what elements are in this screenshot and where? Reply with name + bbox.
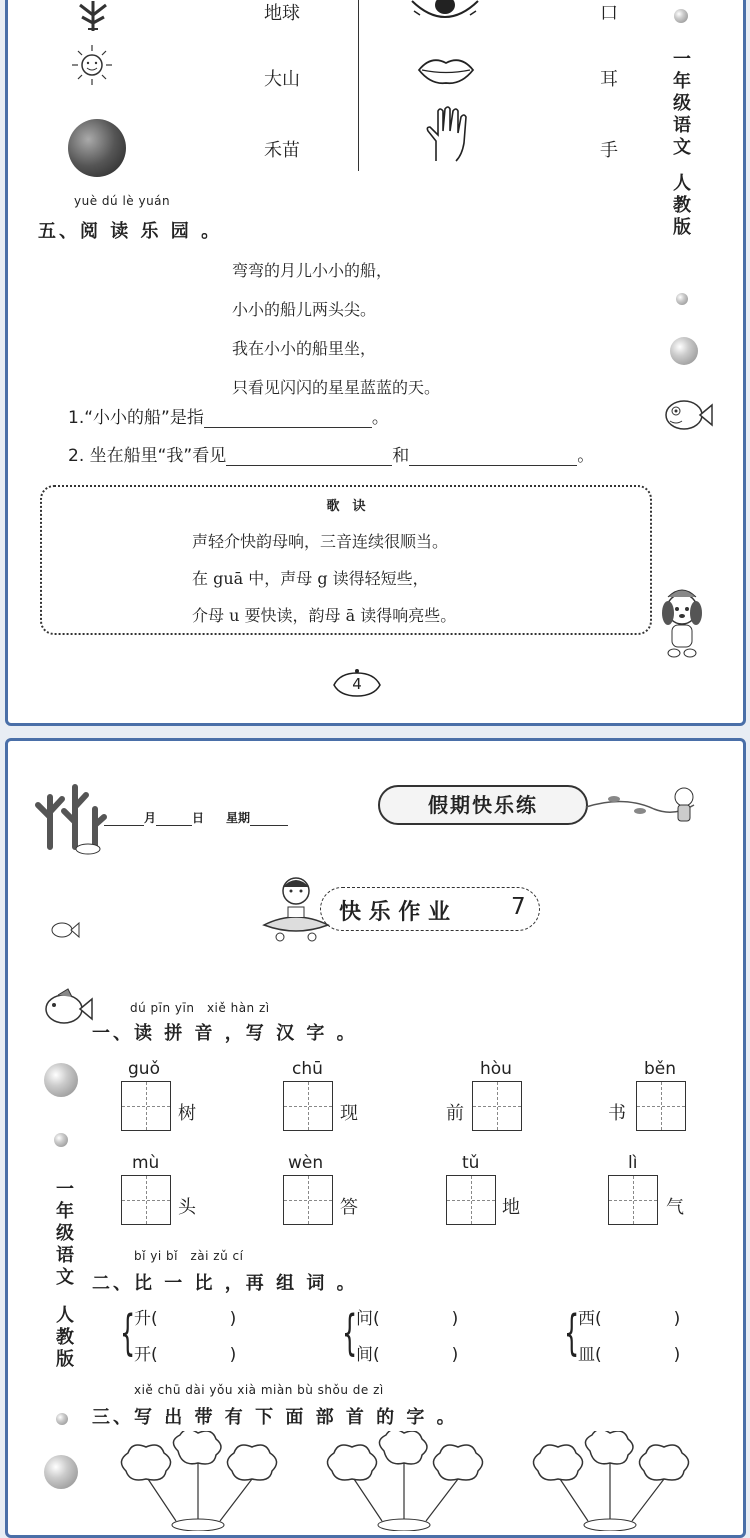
pinyin-label: běn: [644, 1059, 677, 1079]
fish-icon: [660, 393, 714, 437]
compare-char: 问(: [356, 1309, 380, 1329]
brace: {: [342, 1305, 358, 1361]
page-number-badge: [330, 669, 384, 699]
word-char: 答: [340, 1197, 358, 1218]
match-right-word: 耳: [600, 69, 618, 90]
section5-title: 五、阅 读 乐 园 。: [38, 221, 223, 242]
word-char: 书: [608, 1103, 626, 1124]
writing-grid[interactable]: [608, 1175, 658, 1225]
sidebar-char: 语: [673, 115, 691, 136]
sidebar-char: 人: [56, 1305, 74, 1326]
pinyin-label: chū: [292, 1059, 323, 1079]
question-1: [68, 403, 389, 428]
poem-line: 弯弯的月儿小小的船，: [232, 261, 393, 280]
sun-icon: [70, 43, 114, 87]
rhyme-line: 声轻介快韵母响，三音连续很顺当。: [192, 532, 449, 551]
cartoon-dog-icon: [656, 585, 712, 661]
section3-title: 三、写 出 带 有 下 面 部 首 的 字 。: [92, 1407, 458, 1428]
question-1-end: 。: [371, 408, 389, 428]
pinyin-label: lì: [628, 1153, 638, 1173]
earth-icon: [68, 119, 126, 177]
section5-pinyin: yuè dú lè yuán: [74, 194, 171, 208]
grade-sidebar: [669, 49, 695, 239]
weekday-label: 星期: [226, 811, 251, 825]
answer-blank-2b[interactable]: [409, 445, 577, 466]
bubble-decoration: [54, 1133, 68, 1147]
word-char: 头: [178, 1197, 196, 1218]
answer-blank-2a[interactable]: [226, 445, 392, 466]
question-2-end: 。: [577, 446, 595, 466]
homework-title: 快 乐 作 业: [339, 900, 450, 925]
word-char: 地: [502, 1197, 520, 1218]
bubble-decoration: [670, 337, 698, 365]
day-blank[interactable]: [156, 811, 192, 826]
close-paren: ): [673, 1309, 681, 1329]
compare-char: 皿(: [578, 1345, 602, 1365]
sidebar-char: 版: [673, 217, 691, 238]
sidebar-char: 级: [56, 1223, 74, 1244]
fish-icon: [38, 987, 94, 1031]
question-1-text: 1.“小小的船”是指: [68, 408, 204, 428]
writing-grid[interactable]: [636, 1081, 686, 1131]
section2-title: 二、比 一 比 ，再 组 词 。: [92, 1273, 358, 1294]
question-2-and: 和: [392, 446, 410, 466]
rhyme-title: 歌 诀: [326, 499, 366, 514]
compare-pair: [342, 1301, 459, 1373]
close-paren: ): [451, 1309, 459, 1329]
sidebar-char: 年: [673, 71, 691, 92]
match-right-word: 手: [600, 140, 618, 161]
flower-pot-answer-2[interactable]: [322, 1431, 492, 1531]
flower-pot-answer-3[interactable]: [528, 1431, 698, 1531]
rhyme-lines: [192, 523, 456, 634]
sidebar-char: 人: [673, 173, 691, 194]
bubble-decoration: [674, 9, 688, 23]
vine-decoration-icon: [584, 785, 704, 835]
compare-char: 开(: [134, 1345, 158, 1365]
worksheet-page-homework-7: [5, 738, 746, 1538]
pinyin-label: mù: [132, 1153, 160, 1173]
answer-blank-1[interactable]: [204, 407, 372, 428]
word-char: 前: [446, 1103, 464, 1124]
close-paren: ): [229, 1309, 237, 1329]
small-fish-icon: [50, 919, 80, 941]
sidebar-char: 年: [56, 1201, 74, 1222]
grain-sprout-icon: [68, 0, 118, 33]
poem-line: 我在小小的船里坐，: [232, 339, 377, 358]
flower-pot-answer-1[interactable]: [116, 1431, 286, 1531]
word-char: 树: [178, 1103, 196, 1124]
compare-char: 西(: [578, 1309, 602, 1329]
match-left-word: 地球: [264, 3, 300, 24]
bubble-decoration: [44, 1455, 78, 1489]
word-char: 现: [340, 1103, 358, 1124]
close-paren: ): [673, 1345, 681, 1365]
match-left-word: 大山: [264, 69, 300, 90]
title-frame: [320, 887, 540, 931]
brace: {: [120, 1305, 136, 1361]
word-char: 气: [666, 1197, 684, 1218]
writing-grid[interactable]: [283, 1081, 333, 1131]
compare-char: 间(: [356, 1345, 380, 1365]
sidebar-char: 版: [56, 1349, 74, 1370]
brace: {: [564, 1305, 580, 1361]
match-left-word: 禾苗: [264, 140, 300, 161]
rhyme-line: 在 guā 中，声母 g 读得轻短些，: [192, 569, 429, 588]
sidebar-char: 语: [56, 1245, 74, 1266]
poem-line: 小小的船儿两头尖。: [232, 300, 377, 319]
question-2: [68, 441, 594, 466]
month-label: 月: [144, 811, 157, 825]
coral-decoration-icon: [30, 777, 112, 857]
writing-grid[interactable]: [121, 1081, 171, 1131]
question-2-text: 2. 坐在船里“我”看见: [68, 446, 227, 466]
section1-title: 一、读 拼 音 ，写 汉 字 。: [92, 1023, 358, 1044]
weekday-blank[interactable]: [250, 811, 288, 826]
lips-icon: [416, 53, 476, 87]
grade-sidebar: [52, 1179, 78, 1371]
eye-icon: [410, 0, 480, 23]
compare-pair: [564, 1301, 681, 1373]
sidebar-char: 教: [673, 195, 691, 216]
hand-icon: [422, 103, 474, 163]
pinyin-label: guǒ: [128, 1059, 160, 1079]
homework-number: 7: [511, 894, 526, 920]
pinyin-label: hòu: [480, 1059, 512, 1079]
compare-pair: [120, 1301, 237, 1373]
poem: [232, 251, 440, 407]
writing-grid[interactable]: [446, 1175, 496, 1225]
match-right-word: 口: [600, 3, 618, 24]
page-number: 4: [352, 675, 362, 693]
writing-grid[interactable]: [283, 1175, 333, 1225]
writing-grid[interactable]: [472, 1081, 522, 1131]
sidebar-char: 文: [673, 137, 691, 158]
section3-pinyin: xiě chū dài yǒu xià miàn bù shǒu de zì: [134, 1383, 384, 1397]
writing-grid[interactable]: [121, 1175, 171, 1225]
close-paren: ): [451, 1345, 459, 1365]
day-label: 日: [192, 811, 205, 825]
divider-line: [358, 0, 359, 171]
close-paren: ): [229, 1345, 237, 1365]
pinyin-label: wèn: [288, 1153, 324, 1173]
sidebar-char: 文: [56, 1267, 74, 1288]
bubble-decoration: [44, 1063, 78, 1097]
section2-pinyin: bǐ yi bǐ zài zǔ cí: [134, 1249, 244, 1263]
sidebar-char: 一: [56, 1179, 74, 1200]
rhyme-box: [40, 485, 652, 635]
poem-line: 只看见闪闪的星星蓝蓝的天。: [232, 378, 441, 397]
month-blank[interactable]: [104, 811, 144, 826]
sidebar-char: 级: [673, 93, 691, 114]
worksheet-page-4: [5, 0, 746, 726]
pinyin-label: tǔ: [462, 1153, 480, 1173]
compare-char: 升(: [134, 1309, 158, 1329]
bubble-decoration: [56, 1413, 68, 1425]
section1-pinyin: dú pīn yīn xiě hàn zì: [130, 1001, 270, 1015]
bubble-decoration: [676, 293, 688, 305]
date-line: [104, 809, 288, 826]
sidebar-char: 一: [673, 49, 691, 70]
sidebar-char: 教: [56, 1327, 74, 1348]
holiday-banner: 假期快乐练: [378, 785, 588, 825]
rhyme-line: 介母 u 要快读，韵母 ā 读得响亮些。: [192, 606, 457, 625]
